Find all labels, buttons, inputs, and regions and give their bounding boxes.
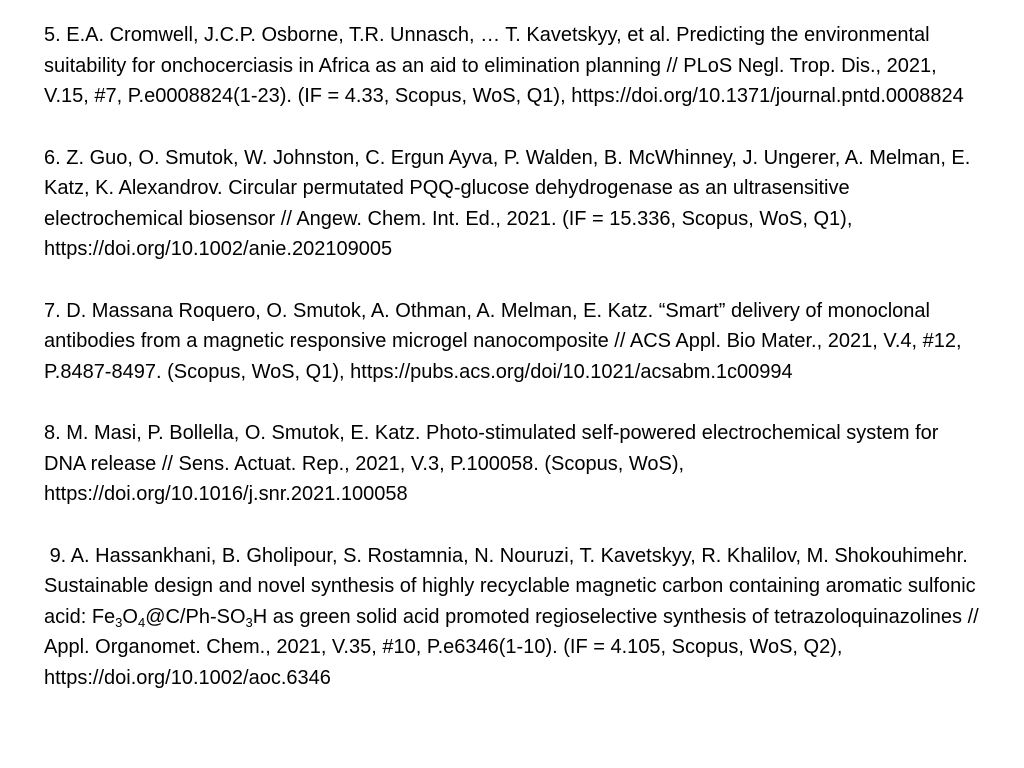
reference-metrics: (IF = 4.33, Scopus, WoS, Q1), [297, 85, 566, 107]
reference-number: 7. [44, 299, 61, 322]
formula-h: H [252, 605, 268, 628]
reference-doi: https://doi.org/10.1016/j.snr.2021.100058 [44, 483, 408, 505]
reference-7 [44, 296, 984, 388]
reference-title: Circular permutated PQQ-glucose dehydrogenase as an ultrasensitive electrochemical biosensor // [44, 177, 850, 230]
reference-doi: https://doi.org/10.1371/journal.pntd.0008824 [571, 85, 964, 107]
reference-source: Sens. Actuat. Rep., 2021, V.3, P.100058. [178, 452, 539, 475]
reference-6 [44, 143, 984, 265]
formula-middle: @C/Ph-SO [145, 605, 246, 628]
chemical-formula [92, 606, 267, 628]
reference-title: Predicting the environmental suitability for onchocerciasis in Africa as an aid to elimination planning // [44, 24, 930, 77]
formula-o: O [122, 605, 138, 628]
reference-title: “Smart” delivery of monoclonal antibodies from a magnetic responsive microgel nanocomposite // [44, 299, 930, 352]
reference-metrics: (IF = 15.336, Scopus, WoS, Q1), [562, 207, 853, 230]
formula-so-subscript: 3 [245, 614, 253, 630]
reference-authors: M. Masi, P. Bollella, O. Smutok, E. Katz. [66, 422, 421, 444]
reference-doi: https://doi.org/10.1002/aoc.6346 [44, 666, 331, 689]
reference-authors: E.A. Cromwell, J.C.P. Osborne, T.R. Unnasch, … T. Kavetskyy, et al. [66, 24, 671, 46]
reference-5 [44, 20, 984, 112]
reference-source: PLoS Negl. Trop. Dis., 2021, V.15, #7, P.e0008824(1-23). [44, 54, 937, 107]
reference-number: 8. [44, 422, 61, 444]
reference-doi: https://doi.org/10.1002/anie.202109005 [44, 238, 393, 260]
reference-authors: D. Massana Roquero, O. Smutok, A. Othman, A. Melman, E. Katz. [66, 299, 654, 322]
reference-doi: https://pubs.acs.org/doi/10.1021/acsabm.1c00994 [350, 360, 793, 383]
formula-fe: Fe [91, 605, 116, 628]
reference-source: Angew. Chem. Int. Ed., 2021. [296, 207, 557, 230]
reference-9 [44, 541, 984, 694]
reference-number: 5. [44, 24, 61, 46]
reference-title-start: Sustainable design and novel synthesis of highly recyclable magnetic carbon containing aromatic sulfonic acid: [44, 575, 976, 628]
reference-8 [44, 418, 984, 510]
formula-o-subscript: 4 [137, 614, 146, 630]
reference-authors: Z. Guo, O. Smutok, W. Johnston, C. Ergun Ayva, P. Walden, B. McWhinney, J. Ungerer, A. Melman, E. Katz, K. Alexandrov. [44, 146, 971, 199]
reference-number: 6. [44, 146, 61, 169]
reference-authors: A. Hassankhani, B. Gholipour, S. Rostamnia, N. Nouruzi, T. Kavetskyy, R. Khalilov, M. Shokouhimehr. [70, 544, 968, 567]
formula-fe-subscript: 3 [115, 614, 123, 630]
reference-source: ACS Appl. Bio Mater., 2021, V.4, #12, P.8487-8497. [44, 330, 962, 383]
reference-title-end: as green solid acid promoted regioselective synthesis of tetrazoloquinazolines // [272, 605, 979, 628]
reference-metrics: (IF = 4.105, Scopus, WoS, Q2), [563, 636, 843, 658]
reference-title: Photo-stimulated self-powered electrochemical system for DNA release // [44, 422, 939, 475]
reference-metrics: (Scopus, WoS, Q1), [167, 360, 345, 383]
reference-number: 9. [49, 544, 67, 567]
reference-source: Appl. Organomet. Chem., 2021, V.35, #10, P.e6346(1-10). [44, 636, 558, 658]
reference-metrics: (Scopus, WoS), [544, 452, 685, 475]
